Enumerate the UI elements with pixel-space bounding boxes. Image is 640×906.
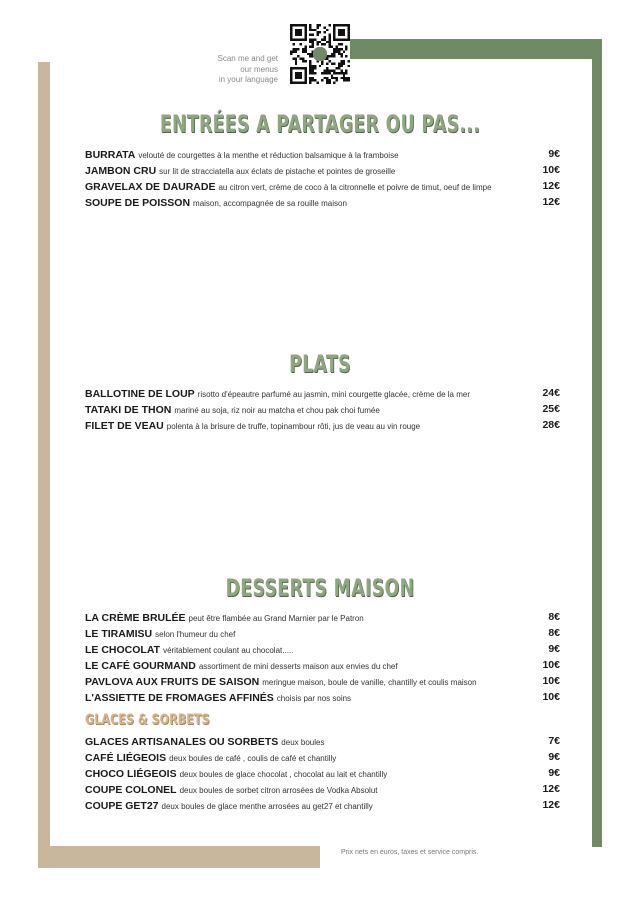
menu-item-description: velouté de courgettes à la menthe et réduction balsamique à la framboise [138, 151, 399, 160]
qr-caption-line: our menus [240, 64, 278, 74]
tan-frame-left [38, 62, 50, 868]
menu-item-price: 10€ [542, 659, 560, 671]
menu-item [85, 609, 560, 625]
green-frame-right [592, 39, 602, 847]
menu-item-description: choisis par nos soins [276, 694, 352, 703]
menu-item-name: BALLOTINE DE LOUP [85, 388, 195, 400]
menu-item [85, 765, 560, 781]
menu-item-price: 9€ [548, 643, 560, 655]
menu-item-name: GRAVELAX DE DAURADE [85, 181, 216, 193]
menu-item [85, 781, 560, 797]
menu-item-price: 12€ [542, 783, 560, 795]
section-title-desserts: DESSERTS MAISON [225, 574, 415, 602]
menu-item-description: polenta à la brisure de truffe, topinambour rôti, jus de veau au vin rouge [166, 422, 421, 431]
menu-item-description: meringue maison, boule de vanille, chantilly et coulis maison [262, 678, 477, 687]
menu-item-price: 28€ [542, 419, 560, 431]
menu-item-description: deux boules de glace menthe arrosées au get27 et chantilly [161, 802, 373, 811]
tan-frame-bottom [38, 846, 320, 868]
menu-item-price: 9€ [548, 767, 560, 779]
menu-item-name: TATAKI DE THON [85, 404, 172, 416]
menu-item-name: L'ASSIETTE DE FROMAGES AFFINÉS [85, 692, 274, 704]
menu-list-plats [85, 385, 560, 433]
menu-item [85, 749, 560, 765]
menu-list-entrees [85, 146, 560, 210]
menu-item-price: 7€ [548, 735, 560, 747]
menu-item-name: LA CRÈME BRULÉE [85, 612, 186, 624]
menu-item-name: FILET DE VEAU [85, 420, 164, 432]
menu-item [85, 625, 560, 641]
menu-item-description: véritablement coulant au chocolat..... [163, 646, 294, 655]
menu-item-price: 8€ [548, 611, 560, 623]
menu-item [85, 178, 560, 194]
menu-item-price: 12€ [542, 799, 560, 811]
menu-item-name: LE CHOCOLAT [85, 644, 161, 656]
section-title-glaces: GLACES & SORBETS [85, 712, 210, 728]
menu-item-price: 24€ [542, 387, 560, 399]
menu-item [85, 733, 560, 749]
menu-item [85, 673, 560, 689]
menu-item [85, 401, 560, 417]
menu-item-description: deux boules de sorbet citron arrosées de Vodka Absolut [179, 786, 378, 795]
qr-caption [206, 54, 278, 86]
menu-item-description: au citron vert, crème de coco à la citronnelle et poivre de timut, oeuf de limpe [218, 183, 492, 192]
menu-item [85, 194, 560, 210]
menu-list-glaces [85, 733, 560, 813]
menu-item-price: 9€ [548, 751, 560, 763]
section-title-entrees: ENTRÉES A PARTAGER OU PAS... [159, 110, 481, 138]
menu-item-name: COUPE COLONEL [85, 784, 177, 796]
menu-item-price: 9€ [548, 148, 560, 160]
menu-item [85, 657, 560, 673]
menu-item-name: SOUPE DE POISSON [85, 197, 191, 209]
menu-item-price: 10€ [542, 675, 560, 687]
menu-item-price: 10€ [542, 691, 560, 703]
menu-item-price: 12€ [542, 180, 560, 192]
price-footnote: Prix nets en euros, taxes et service compris. [341, 849, 479, 856]
menu-item-name: COUPE GET27 [85, 800, 159, 812]
menu-item-description: risotto d'épeautre parfumé au jasmin, mini courgette glacée, crème de la mer [197, 390, 470, 399]
menu-item-description: sur lit de stracciatella aux éclats de pistache et pointes de groseille [159, 167, 396, 176]
menu-item-name: CAFÉ LIÉGEOIS [85, 752, 167, 764]
menu-item-price: 8€ [548, 627, 560, 639]
menu-item-description: maison, accompagnée de sa rouille maison [193, 199, 347, 208]
menu-item-description: mariné au soja, riz noir au matcha et chou pak choi fumée [174, 406, 380, 415]
menu-item [85, 417, 560, 433]
menu-item [85, 797, 560, 813]
menu-item-price: 10€ [542, 164, 560, 176]
qr-code-icon[interactable] [290, 24, 350, 84]
menu-item-name: PAVLOVA AUX FRUITS DE SAISON [85, 676, 260, 688]
qr-logo-icon [313, 47, 327, 61]
menu-item-name: BURRATA [85, 149, 136, 161]
menu-item-description: deux boules [281, 738, 325, 747]
green-frame-top [350, 39, 602, 59]
menu-item-name: CHOCO LIÉGEOIS [85, 768, 177, 780]
menu-item-description: deux boules de café , coulis de café et chantilly [169, 754, 337, 763]
menu-item [85, 385, 560, 401]
menu-item-name: LE CAFÉ GOURMAND [85, 660, 196, 672]
menu-item-name: GLACES ARTISANALES OU SORBETS [85, 736, 279, 748]
menu-item [85, 162, 560, 178]
qr-caption-line: in your language [218, 75, 278, 84]
menu-item-price: 25€ [542, 403, 560, 415]
menu-item-name: LE TIRAMISU [85, 628, 153, 640]
section-title-plats: PLATS [289, 350, 351, 378]
menu-item-description: selon l'humeur du chef [155, 630, 236, 639]
menu-item [85, 641, 560, 657]
menu-list-desserts [85, 609, 560, 705]
menu-item-price: 12€ [542, 196, 560, 208]
menu-item [85, 146, 560, 162]
qr-caption-line: Scan me and get [217, 54, 278, 63]
menu-item-description: peut être flambée au Grand Marnier par le Patron [188, 614, 364, 623]
menu-item [85, 689, 560, 705]
menu-item-description: deux boules de glace chocolat , chocolat au lait et chantilly [179, 770, 388, 779]
menu-item-description: assortiment de mini desserts maison aux envies du chef [198, 662, 398, 671]
menu-item-name: JAMBON CRU [85, 165, 157, 177]
